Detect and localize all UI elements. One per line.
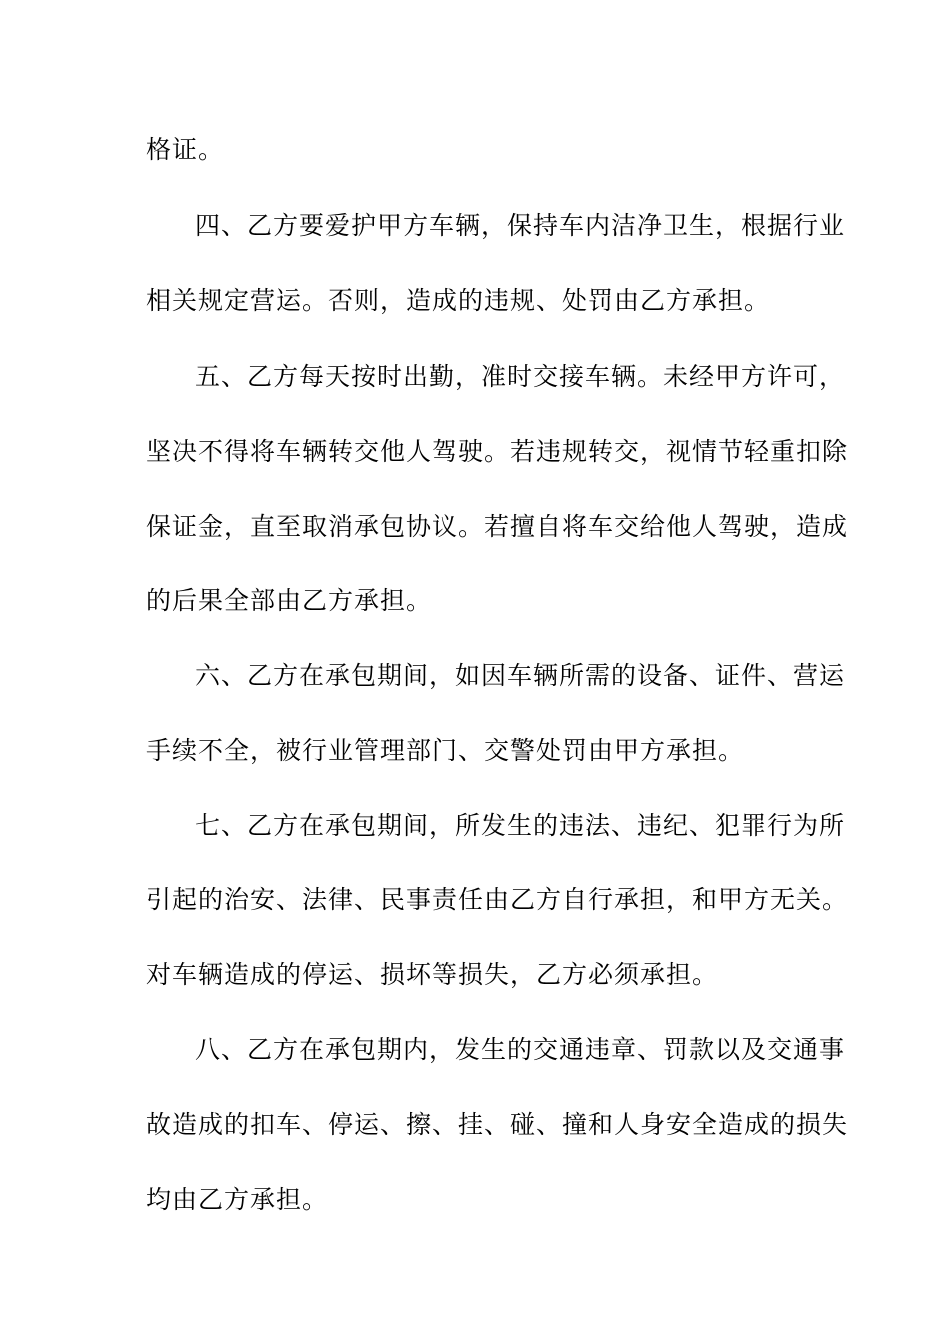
paragraph-6-line-2: 手续不全，被行业管理部门、交警处罚由甲方承担。 bbox=[146, 736, 745, 765]
paragraph-5-line-1: 五、乙方每天按时出勤，准时交接车辆。未经甲方许可， bbox=[195, 362, 846, 391]
paragraph-8-line-3: 均由乙方承担。 bbox=[146, 1185, 329, 1214]
paragraph-5-line-3: 保证金，直至取消承包协议。若擅自将车交给他人驾驶，造成 bbox=[146, 512, 849, 541]
paragraph-5-line-2: 坚决不得将车辆转交他人驾驶。若违规转交，视情节轻重扣除 bbox=[146, 437, 849, 466]
paragraph-8-line-1: 八、乙方在承包期内，发生的交通违章、罚款以及交通事 bbox=[195, 1035, 846, 1064]
paragraph-4-line-1: 四、乙方要爱护甲方车辆，保持车内洁净卫生，根据行业 bbox=[195, 211, 846, 240]
paragraph-5-line-4: 的后果全部由乙方承担。 bbox=[146, 586, 433, 615]
paragraph-7-line-2: 引起的治安、法律、民事责任由乙方自行承担，和甲方无关。 bbox=[146, 885, 849, 914]
paragraph-4-line-2: 相关规定营运。否则，造成的违规、处罚由乙方承担。 bbox=[146, 286, 771, 315]
paragraph-8-line-2: 故造成的扣车、停运、擦、挂、碰、撞和人身安全造成的损失 bbox=[146, 1110, 849, 1139]
paragraph-7-line-1: 七、乙方在承包期间，所发生的违法、违纪、犯罪行为所 bbox=[195, 811, 846, 840]
paragraph-6-line-1: 六、乙方在承包期间，如因车辆所需的设备、证件、营运 bbox=[195, 661, 846, 690]
paragraph-7-line-3: 对车辆造成的停运、损坏等损失，乙方必须承担。 bbox=[146, 960, 719, 989]
text-line: 格证。 bbox=[146, 135, 225, 164]
